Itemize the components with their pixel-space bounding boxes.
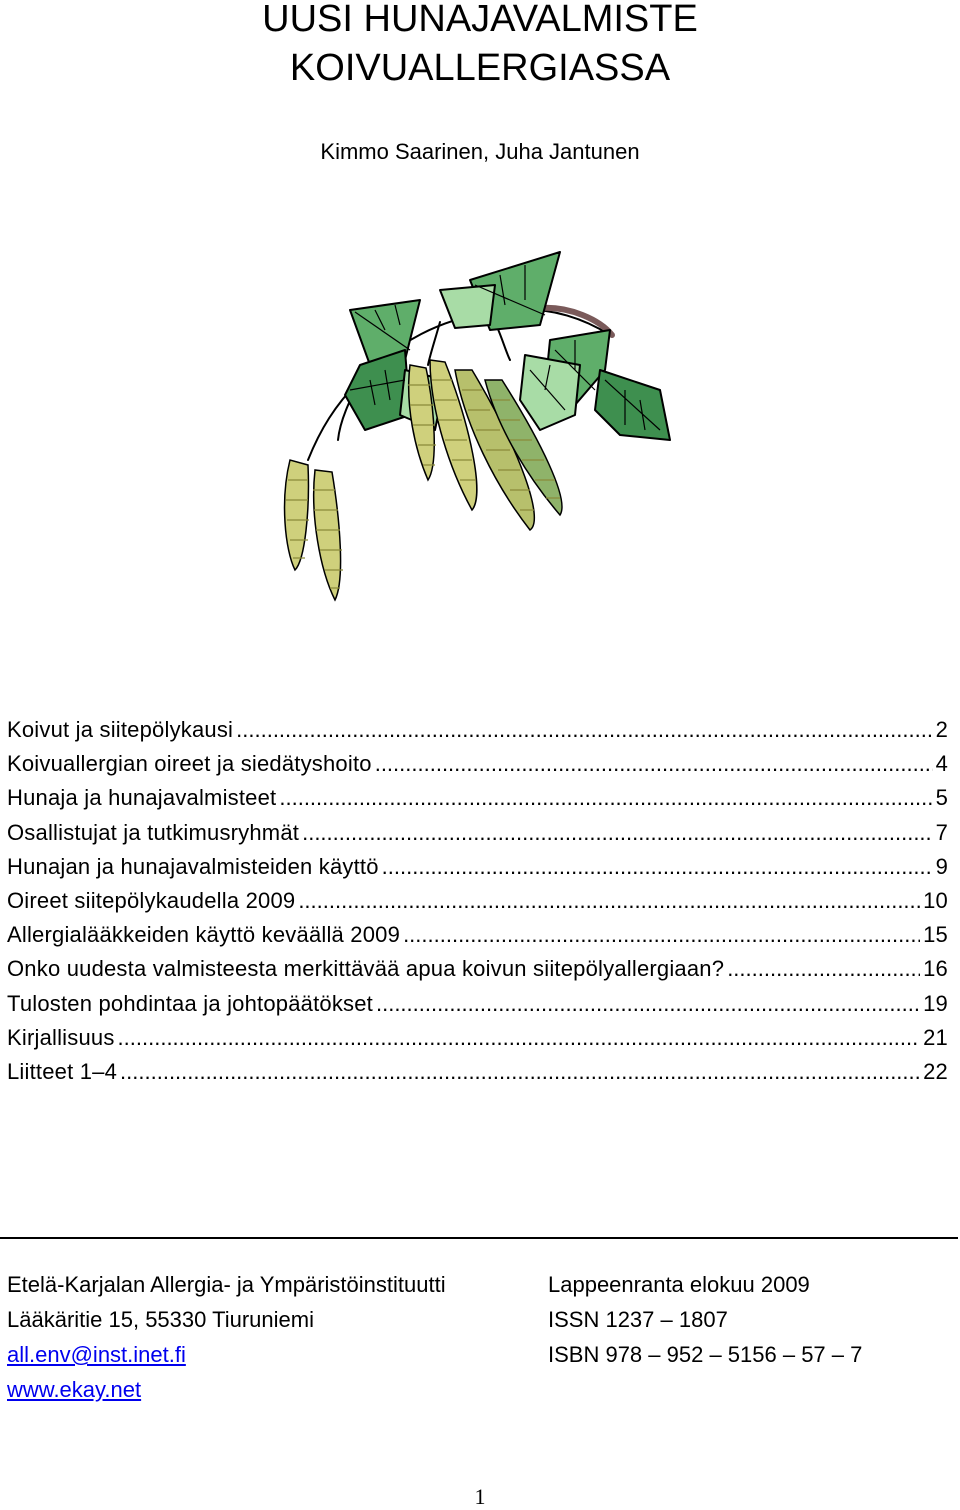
authors: Kimmo Saarinen, Juha Jantunen	[320, 139, 640, 164]
toc-leader	[375, 747, 933, 781]
toc-entry-page: 9	[935, 853, 948, 879]
institute-name: Etelä-Karjalan Allergia- ja Ympäristöinstituutti	[7, 1272, 446, 1297]
toc-leader	[298, 884, 920, 918]
toc-entry-title: Koivuallergian oireet ja siedätyshoito	[7, 751, 372, 777]
toc-entry-page: 4	[935, 751, 948, 777]
toc-entry[interactable]	[7, 747, 948, 781]
title-line-1: UUSI HUNAJAVALMISTE	[262, 0, 698, 40]
toc-entry[interactable]	[7, 850, 948, 884]
toc-entry-title: Tulosten pohdintaa ja johtopäätökset	[7, 990, 373, 1016]
issn: ISSN 1237 – 1807	[548, 1307, 728, 1332]
toc-entry-page: 19	[923, 990, 948, 1016]
email-link[interactable]: all.env@inst.inet.fi	[7, 1342, 186, 1367]
toc-leader	[727, 952, 920, 986]
toc-entry-title: Liitteet 1–4	[7, 1058, 118, 1084]
toc-entry-page: 15	[923, 922, 948, 948]
toc-entry[interactable]	[7, 816, 948, 850]
toc-entry-page: 2	[935, 717, 948, 742]
birch-branch-illustration	[240, 240, 700, 610]
catkin	[285, 460, 309, 570]
toc-leader	[120, 1055, 920, 1089]
toc-entry[interactable]	[7, 1055, 948, 1089]
toc-entry-title: Hunaja ja hunajavalmisteet	[7, 785, 277, 811]
toc-leader	[382, 850, 933, 884]
toc-entry-title: Koivut ja siitepölykausi	[7, 717, 234, 742]
toc-entry-page: 16	[923, 956, 948, 982]
toc-leader	[302, 816, 932, 850]
footer-divider	[0, 1237, 958, 1239]
toc-entry[interactable]	[7, 987, 948, 1021]
toc-entry[interactable]	[7, 781, 948, 815]
toc-entry-title: Allergialääkkeiden käyttö keväällä 2009	[7, 922, 401, 948]
toc-entry-title: Osallistujat ja tutkimusryhmät	[7, 819, 300, 845]
toc-leader	[118, 1021, 921, 1055]
toc-entry-title: Onko uudesta valmisteesta merkittävää apua koivun siitepölyallergiaan?	[7, 956, 725, 982]
toc-entry[interactable]	[7, 884, 948, 918]
isbn: ISBN 978 – 952 – 5156 – 57 – 7	[548, 1342, 863, 1367]
toc-entry[interactable]	[7, 918, 948, 952]
toc-entry[interactable]	[7, 952, 948, 986]
toc-leader	[236, 713, 932, 747]
toc-leader	[403, 918, 920, 952]
table-of-contents	[7, 713, 948, 1089]
toc-entry-page: 21	[923, 1024, 948, 1050]
toc-leader	[279, 781, 932, 815]
place-and-date: Lappeenranta elokuu 2009	[548, 1272, 810, 1297]
toc-entry-page: 10	[923, 887, 948, 913]
institute-address: Lääkäritie 15, 55330 Tiuruniemi	[7, 1307, 314, 1332]
toc-leader	[376, 987, 920, 1021]
website-link[interactable]: www.ekay.net	[7, 1377, 142, 1402]
title-line-2: KOIVUALLERGIASSA	[289, 47, 671, 89]
toc-entry[interactable]	[7, 713, 948, 747]
toc-entry-title: Oireet siitepölykaudella 2009	[7, 887, 296, 913]
toc-entry-title: Hunajan ja hunajavalmisteiden käyttö	[7, 853, 379, 879]
toc-entry-page: 22	[923, 1058, 948, 1084]
toc-entry-page: 7	[935, 819, 948, 845]
toc-entry-title: Kirjallisuus	[7, 1024, 115, 1050]
toc-entry[interactable]	[7, 1021, 948, 1055]
toc-entry-page: 5	[935, 785, 948, 811]
page-number: 1	[474, 1484, 486, 1509]
leaf	[345, 350, 410, 430]
